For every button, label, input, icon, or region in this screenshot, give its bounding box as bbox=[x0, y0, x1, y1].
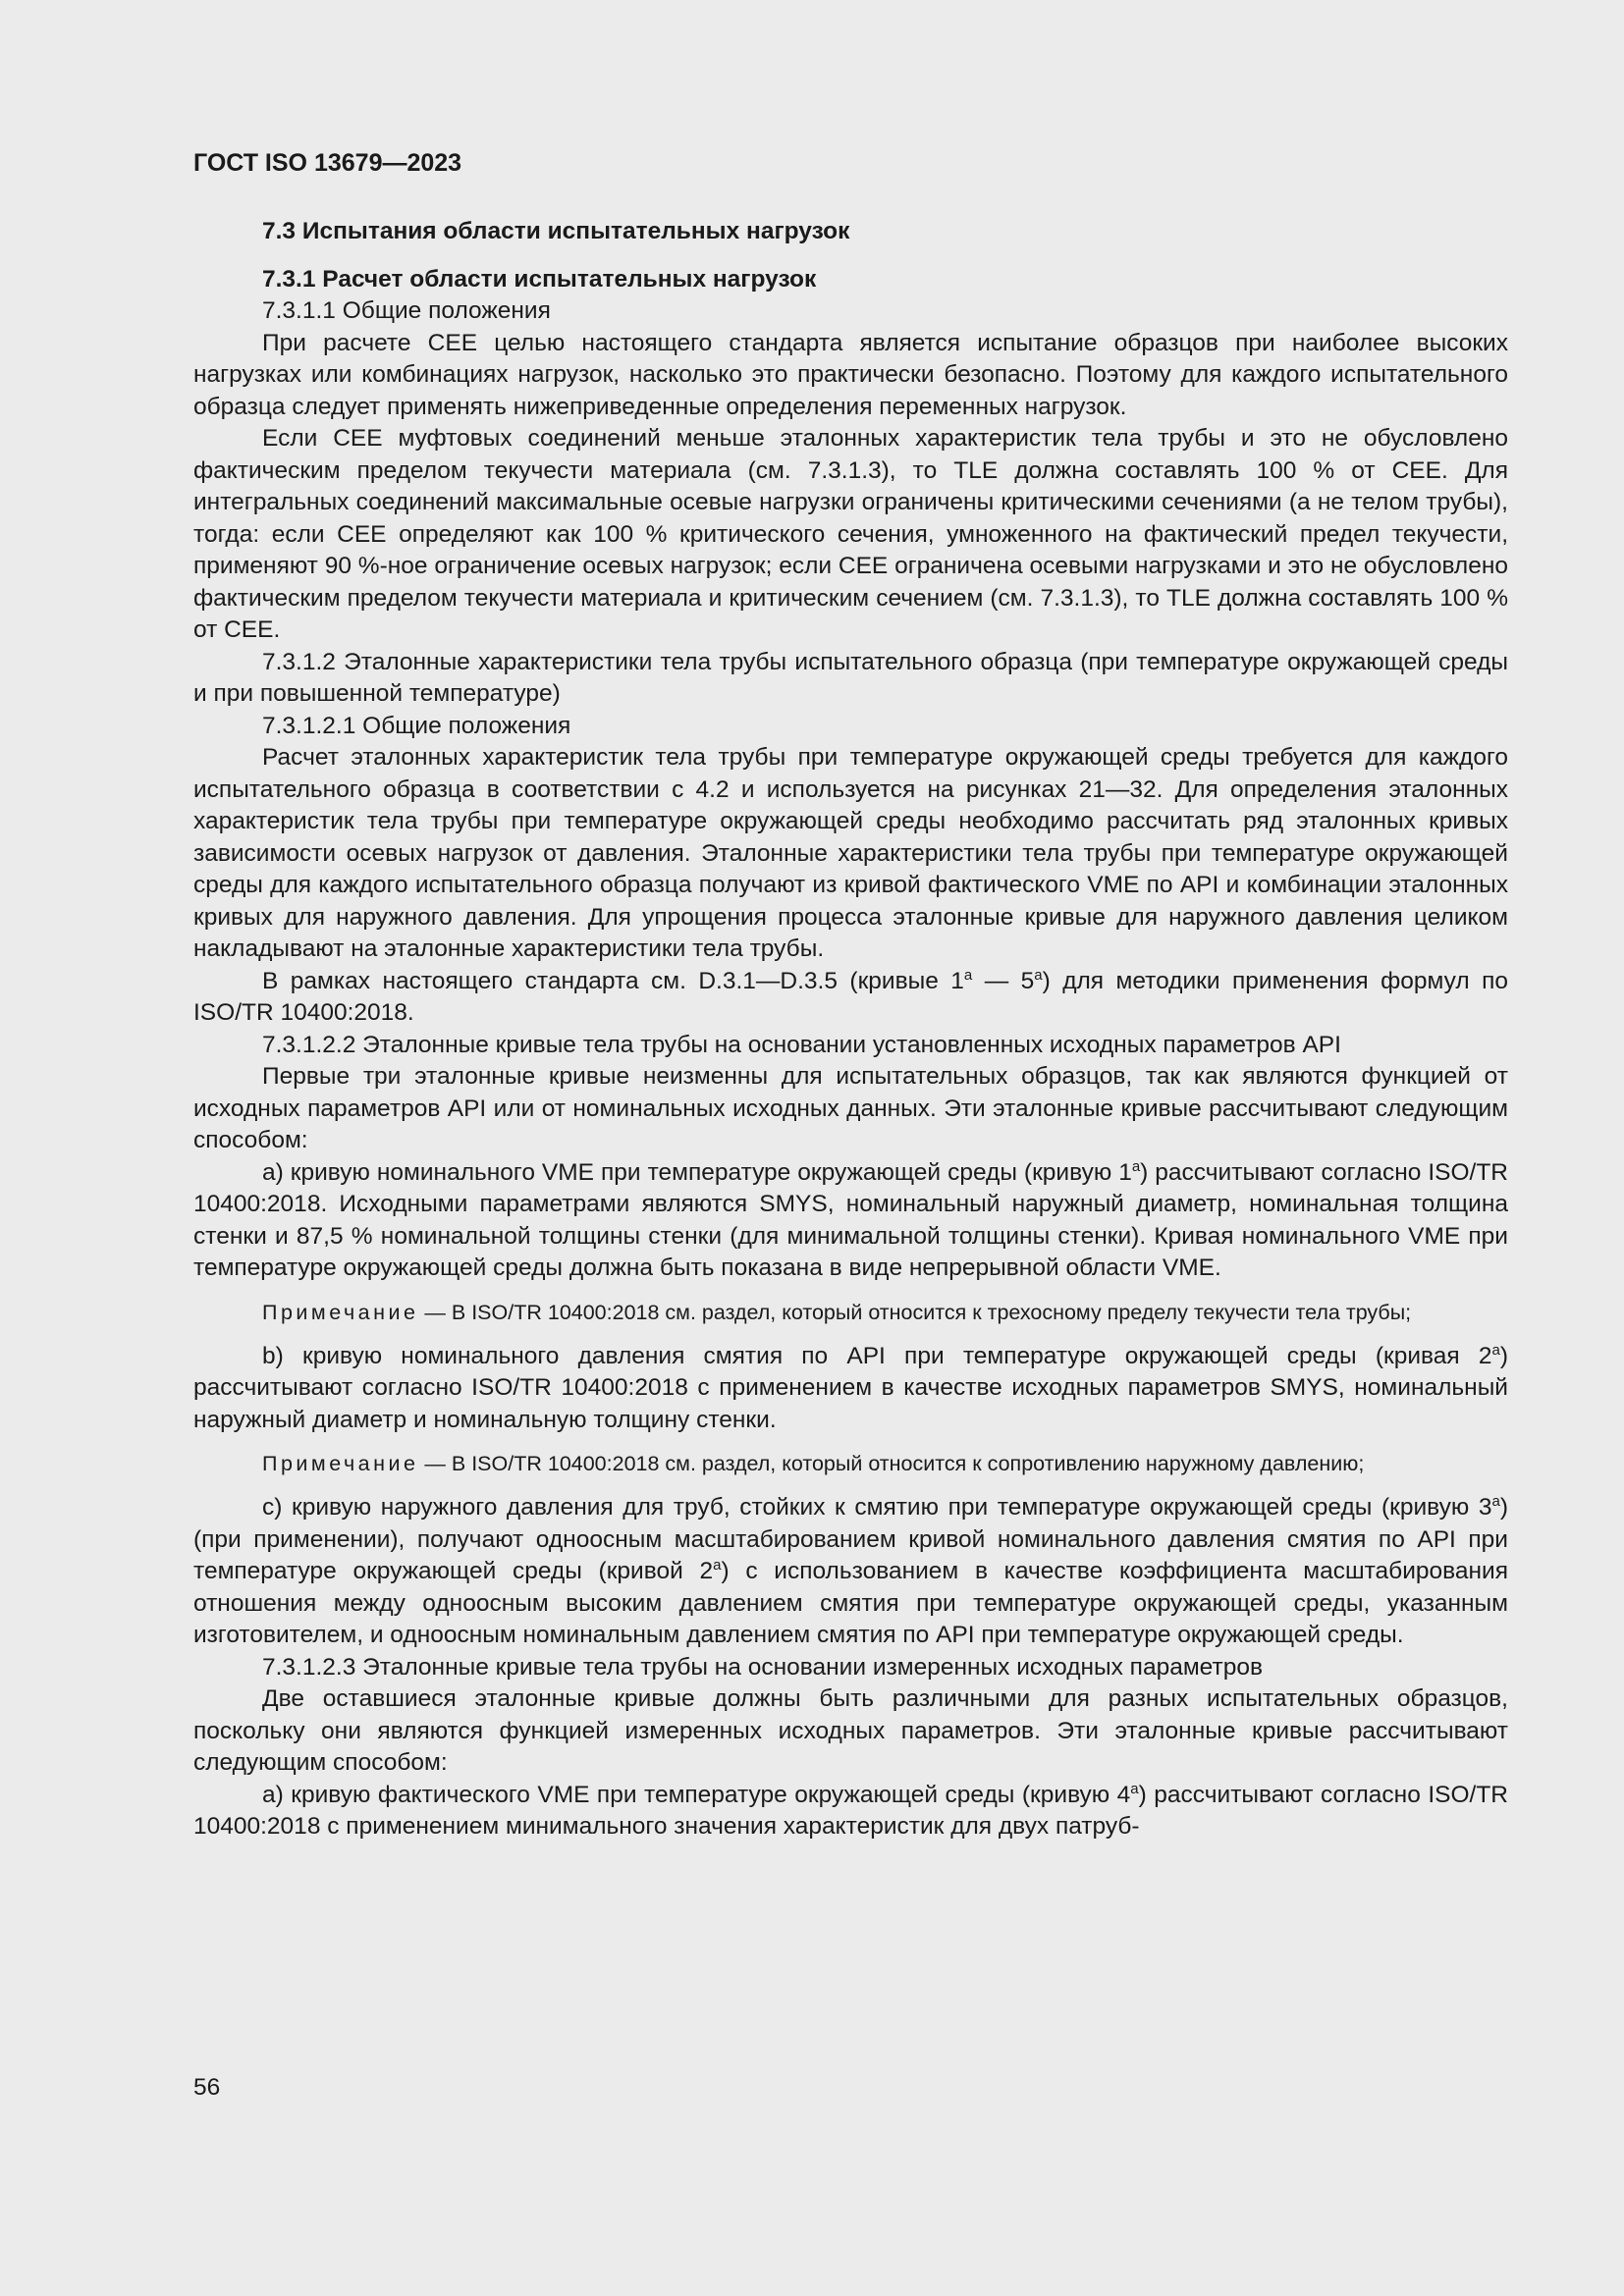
note-label: Примечание bbox=[262, 1300, 419, 1324]
section-heading-7-3-1-2-2: 7.3.1.2.2 Эталонные кривые тела трубы на основании установленных исходных параметров API bbox=[262, 1031, 1341, 1058]
text-run: ) с использованием в качестве коэффициента масштабирования отношения между одноосным высоким давлением смятия при температуре окружающей среды, указанным изготовителем, и одноосным номинальным давлением смятия по API при температуре окружающей среды. bbox=[193, 1558, 1508, 1648]
text-run: c) кривую наружного давления для труб, стойких к смятию при температуре окружающей среды (кривую 3 bbox=[262, 1494, 1492, 1521]
text-run: b) кривую номинального давления смятия по API при температуре окружающей среды (кривая 2 bbox=[262, 1342, 1492, 1369]
superscript: a bbox=[1131, 1157, 1141, 1175]
paragraph: При расчете CEE целью настоящего стандарта является испытание образцов при наиболее высоких нагрузках или комбинациях нагрузок, насколько это практически безопасно. Поэтому для каждого испытательного образца следует применять нижеприведенные определения переменных нагрузок. bbox=[193, 329, 1508, 420]
superscript: a bbox=[963, 966, 973, 984]
text-run: ) рассчитывают согласно ISO/TR 10400:2018 с применением в качестве исходных параметров SMYS, номинальный наружный диаметр и номинальную толщину стенки. bbox=[193, 1342, 1508, 1433]
list-item-c bbox=[193, 1492, 1508, 1652]
page-content bbox=[193, 147, 1508, 1843]
superscript: a bbox=[1491, 1493, 1500, 1510]
paragraph: Две оставшиеся эталонные кривые должны быть различными для разных испытательных образцов, поскольку они являются функцией измеренных исходных параметров. Эти эталонные кривые рассчитывают следующим способом: bbox=[193, 1685, 1508, 1776]
list-item-a bbox=[193, 1157, 1508, 1285]
list-item-b bbox=[193, 1341, 1508, 1437]
superscript: a bbox=[1491, 1341, 1500, 1359]
paragraph: Расчет эталонных характеристик тела трубы при температуре окружающей среды требуется для каждого испытательного образца в соответствии с 4.2 и используется на рисунках 21—32. Для определения эталонных характеристик тела трубы при температуре окружающей среды необходимо рассчитать ряд эталонных кривых зависимости осевых нагрузок от давления. Эталонные характеристики тела трубы при температуре окружающей среды для каждого испытательного образца получают из кривой фактического VME по API и комбинации эталонных кривых для наружного давления. Для упрощения процесса эталонные кривые для наружного давления целиком накладывают на эталонные характеристики тела трубы. bbox=[193, 744, 1508, 962]
document-header: ГОСТ ISO 13679—2023 bbox=[193, 149, 462, 177]
note bbox=[193, 1299, 1508, 1327]
text-run: ) для методики применения формул по ISO/TR 10400:2018. bbox=[193, 967, 1508, 1026]
section-heading-7-3: 7.3 Испытания области испытательных нагрузок bbox=[262, 218, 850, 244]
page-number: 56 bbox=[193, 2074, 221, 2101]
section-heading-7-3-1-2-3: 7.3.1.2.3 Эталонные кривые тела трубы на основании измеренных исходных параметров bbox=[262, 1653, 1263, 1681]
paragraph: Если CEE муфтовых соединений меньше эталонных характеристик тела трубы и это не обусловлено фактическим пределом текучести материала (см. 7.3.1.3), то TLE должна составлять 100 % от CEE. Для интегральных соединений максимальные осевые нагрузки ограничены критическими сечениями (а не телом трубы), тогда: если CEE определяют как 100 % критического сечения, умноженного на фактический предел текучести, применяют 90 %-ное ограничение осевых нагрузок; если CEE ограничена осевыми нагрузками и это не обусловлено фактическим пределом текучести материала и критическим сечением (см. 7.3.1.3), то TLE должна составлять 100 % от CEE. bbox=[193, 425, 1508, 643]
text-run: ) рассчитывают согласно ISO/TR 10400:2018 с применением минимального значения характеристик для двух патруб- bbox=[193, 1781, 1508, 1840]
text-run: a) кривую номинального VME при температуре окружающей среды (кривую 1 bbox=[262, 1158, 1132, 1186]
note-label: Примечание bbox=[262, 1452, 419, 1475]
text-run: — 5 bbox=[972, 967, 1035, 994]
section-heading-7-3-1-2: 7.3.1.2 Эталонные характеристики тела трубы испытательного образца (при температуре окружающей среды и при повышенной температуре) bbox=[193, 648, 1508, 707]
text-run: В рамках настоящего стандарта см. D.3.1—D.3.5 (кривые 1 bbox=[262, 967, 964, 994]
note-text: — В ISO/TR 10400:2018 см. раздел, который относится к трехосному пределу текучести тела трубы; bbox=[418, 1300, 1412, 1324]
superscript: a bbox=[713, 1557, 722, 1574]
paragraph bbox=[193, 966, 1508, 1030]
section-heading-7-3-1-2-1: 7.3.1.2.1 Общие положения bbox=[262, 712, 571, 739]
superscript: a bbox=[1130, 1780, 1139, 1797]
section-heading-7-3-1: 7.3.1 Расчет области испытательных нагрузок bbox=[262, 265, 817, 293]
section-heading-7-3-1-1: 7.3.1.1 Общие положения bbox=[262, 297, 551, 324]
superscript: a bbox=[1034, 966, 1043, 984]
note-text: — В ISO/TR 10400:2018 см. раздел, который относится к сопротивлению наружному давлению; bbox=[418, 1452, 1365, 1475]
text-run: ) (при применении), получают одноосным масштабированием кривой номинального давления смятия по API при температуре окружающей среды (кривой 2 bbox=[193, 1494, 1508, 1584]
text-run: a) кривую фактического VME при температуре окружающей среды (кривую 4 bbox=[262, 1781, 1131, 1808]
paragraph: Первые три эталонные кривые неизменны для испытательных образцов, так как являются функцией от исходных параметров API или от номинальных исходных данных. Эти эталонные кривые рассчитывают следующим способом: bbox=[193, 1063, 1508, 1153]
note bbox=[193, 1450, 1508, 1478]
list-item-a bbox=[193, 1780, 1508, 1843]
text-run: ) рассчитывают согласно ISO/TR 10400:2018. Исходными параметрами являются SMYS, номинальный наружный диаметр, номинальная толщина стенки и 87,5 % номинальной толщины стенки (для минимальной толщины стенки). Кривая номинального VME при температуре окружающей среды должна быть показана в виде непрерывной области VME. bbox=[193, 1158, 1508, 1281]
